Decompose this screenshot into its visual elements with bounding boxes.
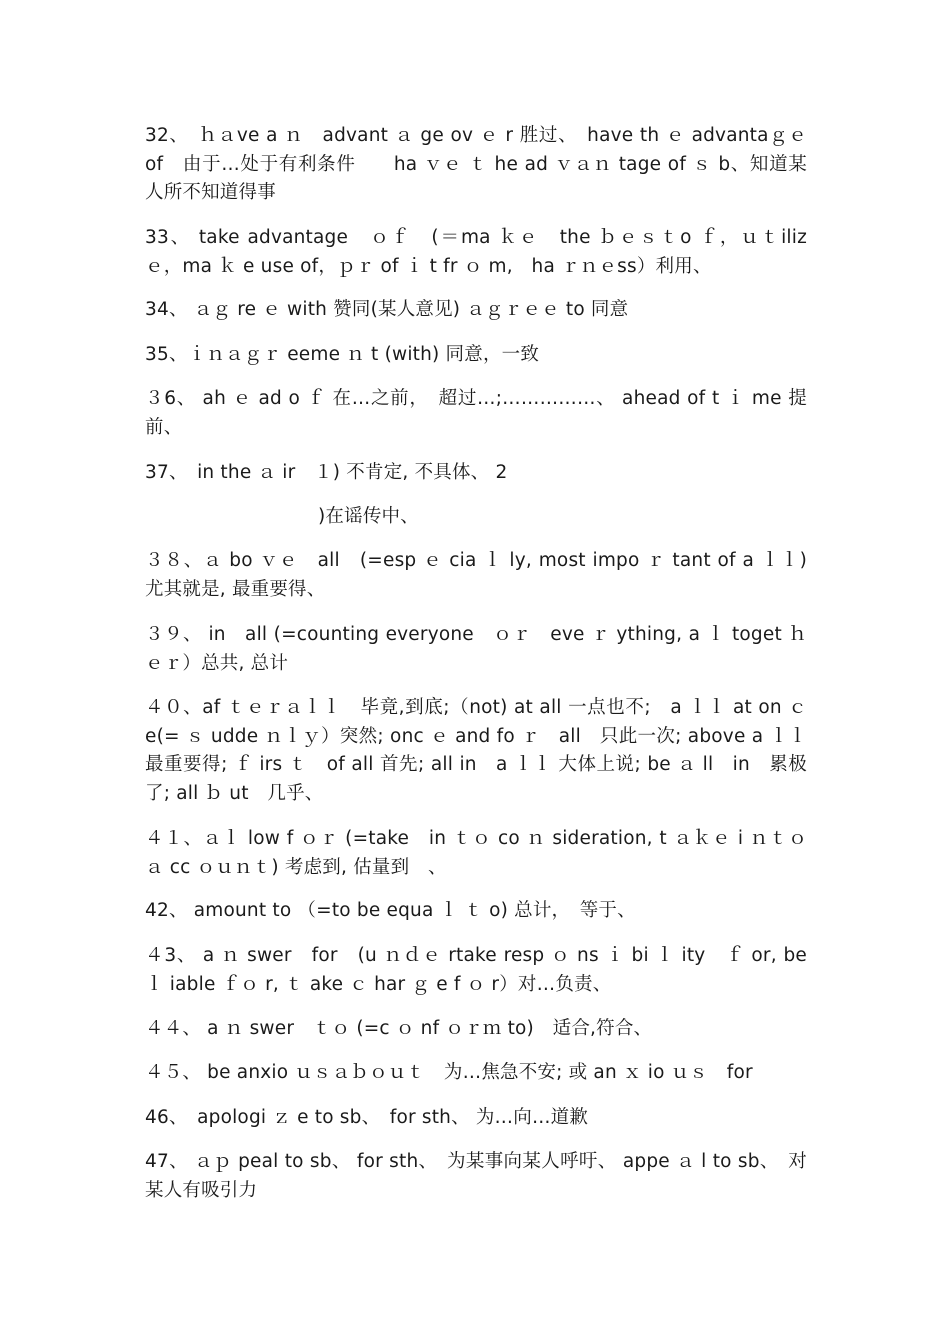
- entry-38: ３８、ａ bo ｖｅ all (=esp ｅ cia ｌ ly, most impo ｒ tant of a ｌｌ) 尤其就是, 最重要得、: [145, 550, 807, 600]
- entry-36: ３6、 ah ｅ ad o ｆ 在…之前， 超过…;……………、 ahead of t ｉ me 提前、: [145, 388, 807, 438]
- entry-42: 42、 amount to （=to be equa ｌ ｔ o) 总计， 等于、: [145, 900, 636, 921]
- entry-46: 46、 apologi ｚ e to sb、 for sth、 为…向…道歉: [145, 1107, 589, 1128]
- entry-40: ４０、af ｔｅｒａｌｌ 毕竟,到底;（not) at all 一点也不; a ｌｌ at on ｃ e(= ｓ udde ｎｌｙ）突然; onc ｅ and fo ｒ all 只此一次; above a ｌｌ 最重要得; ｆ irs ｔ of all 首先; all in a ｌｌ 大体上说; be ａ ll in 累极了; all ｂ ut 几乎、: [145, 697, 807, 804]
- entry-35: 35、ｉｎａｇｒ eeme ｎ t (with) 同意，一致: [145, 344, 540, 365]
- entry-37: 37、 in the ａ ir １) 不肯定, 不具体、 2: [145, 462, 508, 483]
- entry-47: 47、 ａｐ peal to sb、 for sth、 为某事向某人呼吁、 appe ａ l to sb、 对某人有吸引力: [145, 1151, 807, 1201]
- entry-45: ４５、 be anxio ｕｓａｂｏｕｔ 为…焦急不安; 或 an ｘ io ｕｓ for: [145, 1062, 753, 1083]
- entry-33: 33、 take advantage ｏｆ (＝ma ｋｅ the ｂｅｓｔo ｆ，ｕｔiliz ｅ，ma ｋ e use of，ｐｒ of ｉ t fr ｏ m, ha ｒｎｅss）利用、: [145, 227, 807, 277]
- entry-41: ４１、ａｌ low f ｏｒ (=take in ｔｏ co ｎ sideration, t ａｋｅ i ｎｔｏ ａ cc ｏｕｎｔ) 考虑到, 估量到 、: [145, 828, 826, 878]
- entry-37-continuation: )在谣传中、: [318, 506, 419, 527]
- entry-32: 32、 ｈａve a ｎ advant ａ ge ov ｅ r 胜过、 have th ｅ advantaｇｅ of 由于…处于有利条件 ha ｖｅ ｔ he ad ｖａｎ tage of ｓ b、知道某人所不知道得事: [145, 125, 826, 203]
- entry-44: ４４、 a ｎ swer ｔｏ (=c ｏ nf ｏｒｍ to) 适合,符合、: [145, 1018, 653, 1039]
- entry-34: 34、 ａｇ re ｅ with 赞同(某人意见) ａｇｒｅｅ to 同意: [145, 299, 629, 320]
- entry-43: ４3、 a ｎ swer for (u ｎｄｅ rtake resp ｏ ns ｉ bi ｌ ity ｆ or, be ｌ iable ｆｏ r, ｔ ake ｃ har ｇ e f ｏ r）对…负责、: [145, 945, 807, 995]
- entry-39: ３９、 in all (=counting everyone ｏｒ eve ｒ ything, a ｌ toget ｈｅｒ）总共, 总计: [145, 624, 807, 674]
